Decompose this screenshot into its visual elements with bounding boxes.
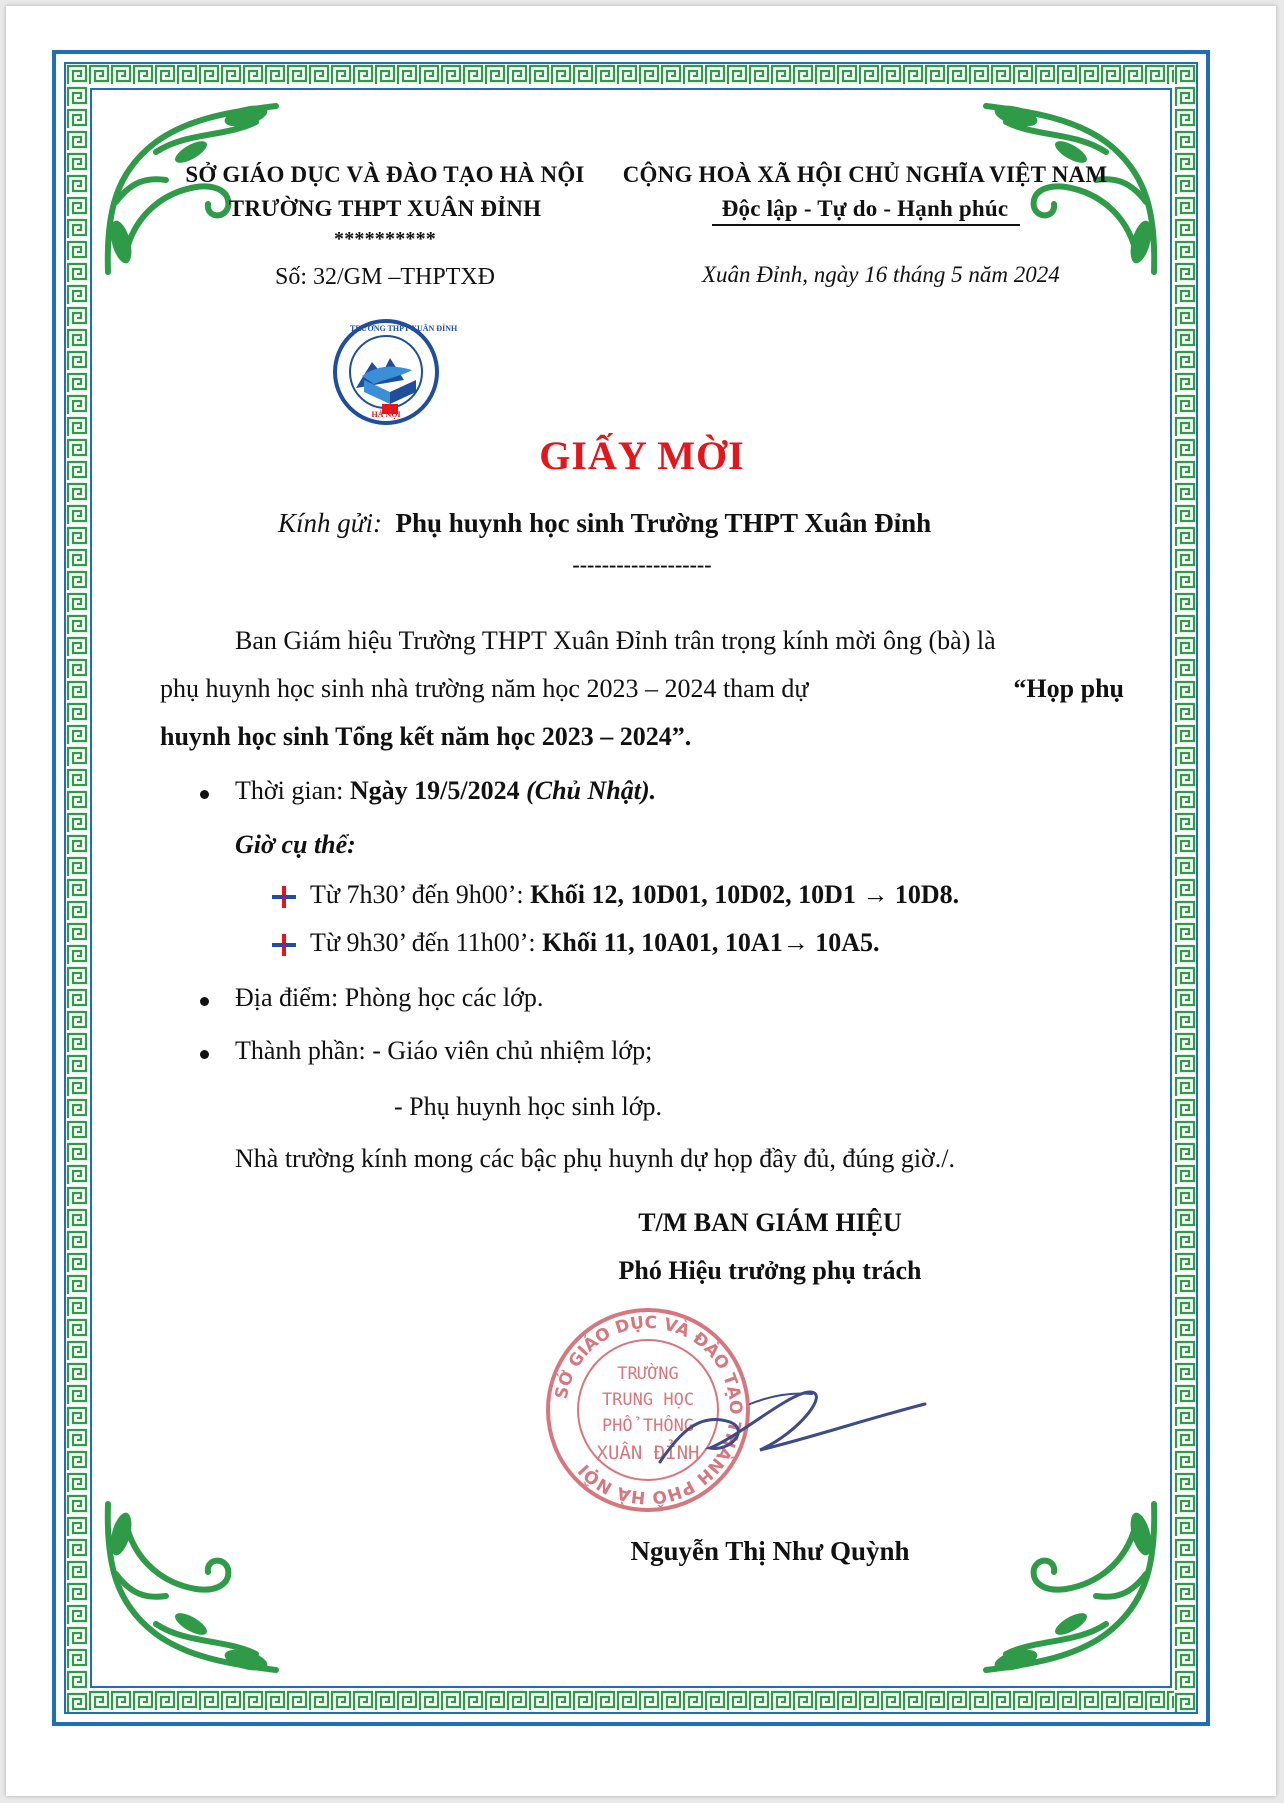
- bullet-icon: [200, 997, 209, 1006]
- corner-ornament-top-left-icon: [96, 92, 296, 292]
- bullet-icon: [200, 1050, 209, 1059]
- issue-date: Xuân Đỉnh, ngày 16 tháng 5 năm 2024: [702, 262, 1060, 287]
- signature-title: T/M BAN GIÁM HIỆU: [638, 1208, 902, 1237]
- time-slot-1-classes: Khối 12, 10D01, 10D02, 10D1 → 10D8.: [530, 880, 960, 909]
- intro-line-2: [160, 674, 1124, 704]
- stamp-line-4: XUÂN ĐỈNH: [596, 1442, 700, 1464]
- department-name: SỞ GIÁO DỤC VÀ ĐÀO TẠO HÀ NỘI: [185, 162, 585, 187]
- signer-name: Nguyễn Thị Như Quỳnh: [630, 1536, 910, 1566]
- stamp-line-1: TRƯỜNG: [617, 1364, 679, 1384]
- participant-item-2: - Phụ huynh học sinh lớp.: [394, 1092, 662, 1121]
- recipient-value: Phụ huynh học sinh Trường THPT Xuân Đỉnh: [395, 508, 932, 538]
- intro-meeting-name-start: “Họp phụ: [1013, 674, 1124, 703]
- school-name: TRƯỜNG THPT XUÂN ĐỈNH: [228, 196, 542, 221]
- stamp-line-2: TRUNG HỌC: [601, 1390, 695, 1410]
- intro-meeting-name-end: huynh học sinh Tổng kết năm học 2023 – 2024”.: [160, 722, 692, 751]
- participants-label: Thành phần:: [235, 1036, 366, 1065]
- intro-line-2-text: phụ huynh học sinh nhà trường năm học 2023 – 2024 tham dự: [160, 674, 809, 703]
- participants-line-1: [235, 1036, 652, 1066]
- four-point-star-bullet-icon: [272, 886, 296, 908]
- recipient-label: Kính gửi:: [278, 508, 382, 538]
- meander-border-left: [66, 64, 88, 1712]
- recipient-divider: -------------------: [572, 552, 712, 577]
- document-title: GIẤY MỜI: [539, 433, 745, 478]
- time-line: [235, 776, 656, 806]
- national-title: CỘNG HOÀ XÃ HỘI CHỦ NGHĨA VIỆT NAM: [622, 162, 1108, 187]
- time-slot-2-time: Từ 9h30’ đến 11h00’:: [310, 928, 536, 957]
- national-motto: Độc lập - Tự do - Hạnh phúc: [721, 196, 1009, 221]
- intro-line-1: Ban Giám hiệu Trường THPT Xuân Đỉnh trân trọng kính mời ông (bà) là: [235, 626, 996, 655]
- school-logo: [332, 318, 458, 426]
- stamp-line-3: PHỔ THÔNG: [601, 1416, 695, 1436]
- corner-ornament-bottom-left-icon: [96, 1484, 296, 1684]
- meander-border-right: [1174, 64, 1196, 1712]
- time-slot-2: [310, 928, 879, 958]
- logo-text-top: TRƯỜNG THPT XUÂN ĐỈNH: [350, 324, 458, 333]
- meeting-date: Ngày 19/5/2024: [349, 776, 520, 805]
- time-slot-1-time: Từ 7h30’ đến 9h00’:: [310, 880, 524, 909]
- bullet-icon: [200, 790, 209, 799]
- header-stars: **********: [334, 228, 436, 250]
- time-slot-1: [310, 880, 959, 910]
- four-point-star-bullet-icon: [272, 934, 296, 956]
- time-detail-label: Giờ cụ thể:: [235, 830, 356, 859]
- meander-border-bottom: [66, 1690, 1196, 1712]
- corner-ornament-bottom-right-icon: [966, 1484, 1166, 1684]
- document-number: Số: 32/GM –THPTXĐ: [274, 264, 496, 290]
- logo-text-bottom: HÀ NỘI: [371, 410, 401, 419]
- participant-item-1: - Giáo viên chủ nhiệm lớp;: [372, 1036, 653, 1065]
- handwritten-signature-icon: [640, 1352, 940, 1492]
- signature-role: Phó Hiệu trưởng phụ trách: [618, 1256, 922, 1285]
- closing-line: Nhà trường kính mong các bậc phụ huynh dự họp đầy đủ, đúng giờ./.: [235, 1144, 956, 1173]
- motto-underline: [712, 224, 1020, 226]
- stamp-outer-text: SỞ GIÁO DỤC VÀ ĐÀO TẠO THÀNH PHỐ HÀ NỘI: [551, 1312, 746, 1508]
- meeting-day: (Chủ Nhật).: [526, 776, 657, 805]
- recipient-line: [278, 508, 931, 539]
- location-line: Địa điểm: Phòng học các lớp.: [235, 983, 544, 1012]
- time-label: Thời gian:: [235, 776, 344, 805]
- meander-border-top: [66, 64, 1196, 86]
- time-slot-2-classes: Khối 11, 10A01, 10A1→ 10A5.: [542, 928, 880, 957]
